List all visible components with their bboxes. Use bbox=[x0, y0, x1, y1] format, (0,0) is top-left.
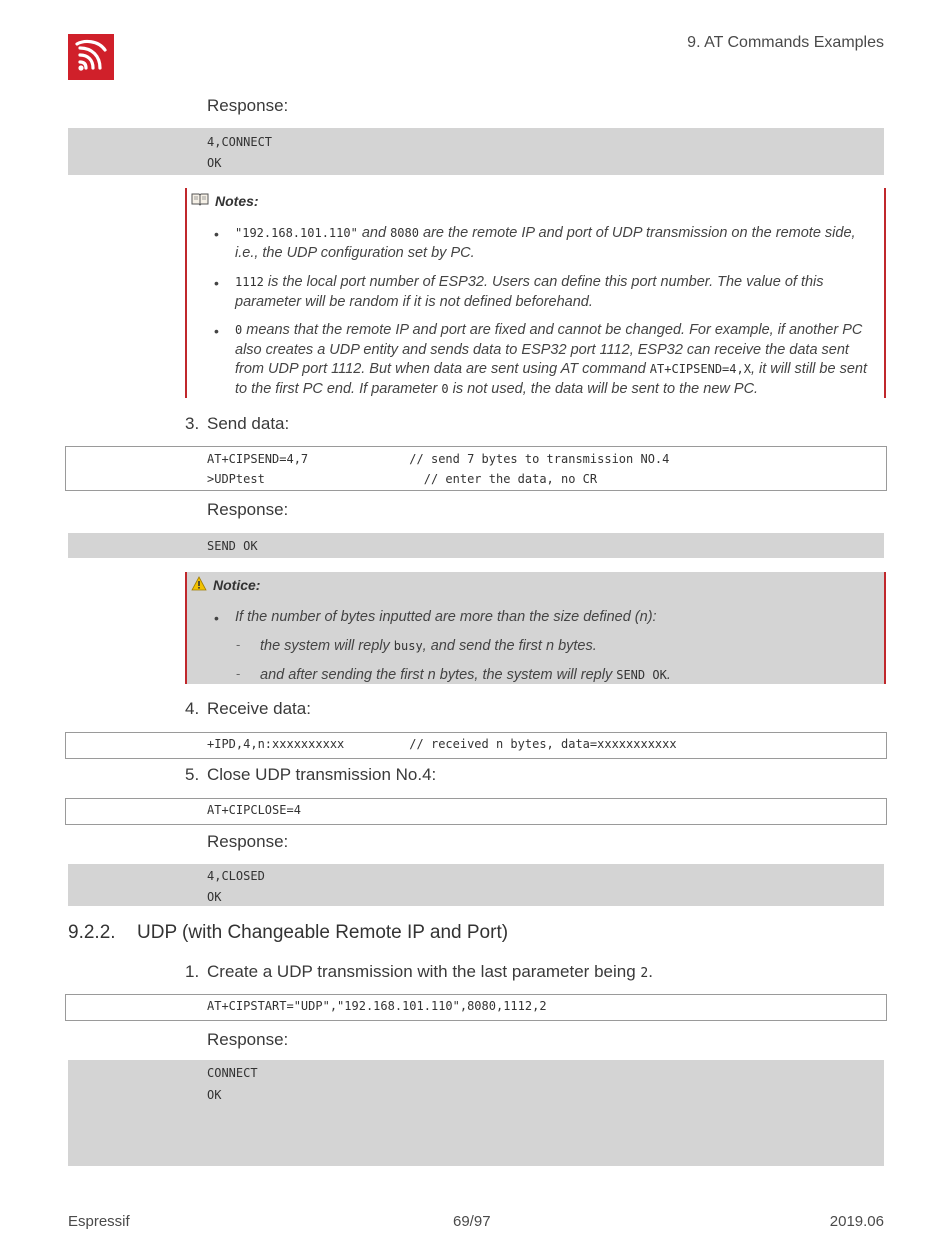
inline-code: AT+CIPSEND=4,X bbox=[649, 362, 751, 376]
notice-sub-item-1 bbox=[260, 637, 860, 657]
step-label: Receive data: bbox=[207, 699, 311, 718]
code-line: OK bbox=[207, 156, 222, 170]
code-line: AT+CIPSEND=4,7 // send 7 bytes to transmission NO.4 bbox=[207, 452, 670, 466]
response-code-block bbox=[68, 1060, 884, 1166]
bullet-icon: • bbox=[214, 275, 219, 291]
step-number: 4. bbox=[185, 699, 200, 718]
notes-admonition bbox=[185, 188, 886, 398]
note-text: and bbox=[357, 225, 391, 241]
inline-code: 8080 bbox=[390, 226, 419, 240]
code-line: >UDPtest // enter the data, no CR bbox=[207, 472, 598, 486]
inline-code: busy bbox=[393, 639, 423, 653]
create-udp-code-block bbox=[65, 994, 887, 1021]
code-line: SEND OK bbox=[207, 539, 258, 553]
step-number: 3. bbox=[185, 414, 200, 433]
code-line: 4,CLOSED bbox=[207, 869, 265, 883]
inline-code: SEND OK bbox=[616, 668, 667, 682]
response-label: Response: bbox=[207, 96, 289, 115]
code-line: AT+CIPCLOSE=4 bbox=[207, 803, 301, 817]
notice-sub-item-2 bbox=[260, 666, 860, 686]
notice-item: If the number of bytes inputted are more than the size defined (n): bbox=[235, 609, 657, 625]
footer-date: 2019.06 bbox=[829, 1213, 884, 1230]
step-label: . bbox=[648, 962, 653, 981]
notes-title bbox=[191, 192, 259, 209]
inline-code: "192.168.101.110" bbox=[235, 226, 358, 240]
warning-icon bbox=[191, 576, 207, 594]
step-close-udp bbox=[185, 765, 436, 785]
response-label: Response: bbox=[207, 1030, 289, 1049]
note-text: are the remote IP and port of UDP transmission on the remote side, i.e., the UDP configuration set by PC. bbox=[235, 225, 856, 261]
bullet-icon: • bbox=[214, 323, 219, 339]
inline-code: 0 bbox=[441, 381, 449, 396]
close-udp-code-block bbox=[65, 798, 887, 825]
note-text: , and send the first n bytes. bbox=[422, 638, 597, 654]
espressif-logo-icon bbox=[68, 34, 114, 80]
notes-item-3 bbox=[235, 321, 880, 399]
step-label: Send data: bbox=[207, 414, 290, 433]
step-receive-data bbox=[185, 699, 311, 719]
code-line: OK bbox=[207, 1088, 222, 1102]
note-text: the system will reply bbox=[260, 638, 394, 654]
notes-item-2 bbox=[235, 273, 880, 312]
step-label: Close UDP transmission No.4: bbox=[207, 765, 437, 784]
response-code-block bbox=[68, 533, 884, 558]
step-create-udp bbox=[185, 962, 653, 982]
footer-company: Espressif bbox=[68, 1213, 130, 1230]
code-line: +IPD,4,n:xxxxxxxxxx // received n bytes, data=xxxxxxxxxxx bbox=[207, 737, 677, 751]
bullet-icon: • bbox=[214, 610, 219, 626]
book-icon bbox=[191, 192, 209, 209]
notice-title-text: Notice: bbox=[213, 577, 261, 593]
response-code-block bbox=[68, 128, 884, 175]
response-code-block bbox=[68, 864, 884, 906]
note-text: is not used, the data will be sent to the new PC. bbox=[448, 380, 759, 397]
notes-title-text: Notes: bbox=[215, 192, 259, 209]
step-send-data bbox=[185, 414, 289, 434]
code-line: AT+CIPSTART="UDP","192.168.101.110",8080,1112,2 bbox=[207, 999, 547, 1013]
code-line: OK bbox=[207, 890, 222, 904]
section-number: 9.2.2. bbox=[68, 922, 116, 943]
note-text: means that the remote IP and port are fixed and cannot be changed. For example, if another PC also creates a UDP entity and sends data to ESP32 port 1112, ESP32 can receive the data sent from UDP port 1112. But when data are sent using AT command bbox=[235, 322, 863, 377]
step-label: Create a UDP transmission with the last parameter being bbox=[207, 962, 641, 981]
step-number: 5. bbox=[185, 765, 200, 784]
inline-code: 0 bbox=[235, 323, 243, 337]
bullet-icon: • bbox=[214, 226, 219, 242]
notes-item-1 bbox=[235, 224, 880, 263]
code-line: CONNECT bbox=[207, 1066, 258, 1080]
response-label: Response: bbox=[207, 500, 289, 519]
inline-code: 2 bbox=[640, 966, 649, 981]
response-label: Response: bbox=[207, 832, 289, 851]
notice-admonition bbox=[185, 572, 886, 684]
receive-data-code-block bbox=[65, 732, 887, 759]
note-text: is the local port number of ESP32. Users can define this port number. The value of this parameter will be random if it is not defined beforehand. bbox=[235, 274, 824, 310]
note-text: and after sending the first n bytes, the system will reply bbox=[260, 667, 617, 683]
header-section-title: 9. AT Commands Examples bbox=[687, 34, 884, 51]
step-number: 1. bbox=[185, 962, 200, 981]
note-text: , it will still be sent to the first PC end. If parameter bbox=[235, 361, 867, 397]
send-data-code-block bbox=[65, 446, 887, 491]
inline-code: 1112 bbox=[235, 275, 264, 289]
dash-icon: - bbox=[236, 637, 241, 652]
notice-title bbox=[191, 576, 260, 594]
footer-page-number: 69/97 bbox=[453, 1213, 491, 1230]
section-heading bbox=[68, 922, 508, 944]
note-text: . bbox=[666, 667, 671, 683]
section-title-text: UDP (with Changeable Remote IP and Port) bbox=[137, 922, 509, 943]
code-line: 4,CONNECT bbox=[207, 135, 273, 149]
dash-icon: - bbox=[236, 666, 241, 681]
